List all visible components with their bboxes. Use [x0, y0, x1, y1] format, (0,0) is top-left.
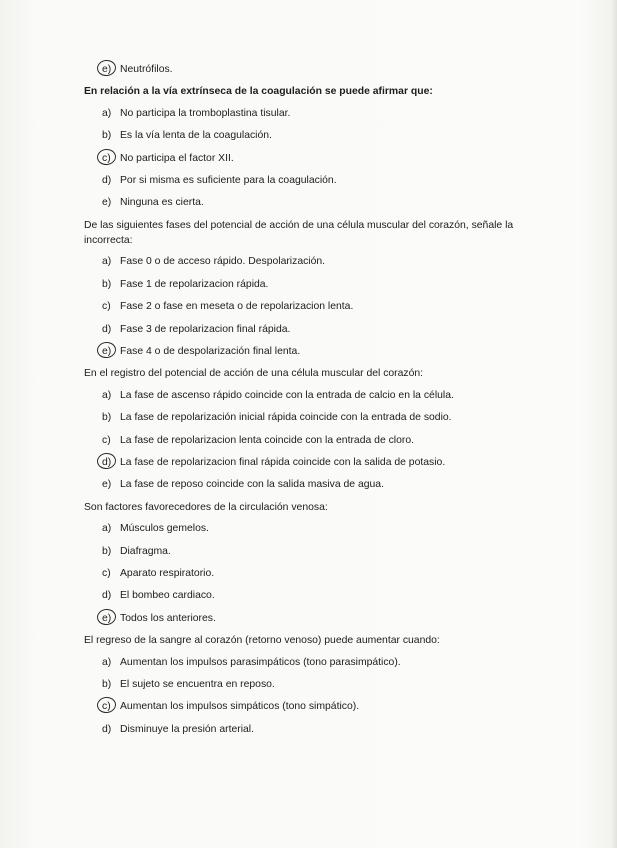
option-text: Es la vía lenta de la coagulación.	[120, 130, 272, 142]
option-text: Ninguna es cierta.	[120, 197, 204, 209]
option-letter	[102, 151, 120, 166]
option-text: Músculos gemelos.	[120, 523, 209, 535]
exam-content	[84, 62, 584, 744]
answer-option	[102, 677, 584, 692]
option-letter-text: c)	[102, 301, 111, 313]
handwritten-circle-mark	[96, 452, 117, 470]
option-letter-text: a)	[102, 107, 112, 119]
option-letter	[102, 173, 120, 188]
option-letter-text: c)	[102, 701, 111, 713]
option-letter	[102, 544, 120, 559]
option-text: La fase de reposo coincide con la salida masiva de agua.	[120, 479, 384, 491]
option-letter	[102, 433, 120, 448]
option-letter	[102, 410, 120, 425]
option-letter	[102, 699, 120, 714]
option-text: Todos los anteriores.	[120, 612, 216, 624]
option-letter	[102, 477, 120, 492]
option-text: La fase de ascenso rápido coincide con la entrada de calcio en la célula.	[120, 389, 454, 401]
option-letter	[102, 322, 120, 337]
option-letter-text: b)	[102, 679, 112, 691]
question-text: Son factores favorecedores de la circulación venosa:	[84, 501, 328, 513]
option-letter-text: c)	[102, 152, 111, 164]
option-letter-text: b)	[102, 278, 112, 290]
answer-option	[102, 106, 584, 121]
option-letter-text: c)	[102, 568, 111, 580]
option-text: Diafragma.	[120, 545, 171, 557]
option-text: Por si misma es suficiente para la coagulación.	[120, 175, 337, 187]
answer-option	[102, 173, 584, 188]
option-text: Fase 1 de repolarizacion rápida.	[120, 278, 269, 290]
answer-option	[102, 344, 584, 359]
answer-option	[102, 388, 584, 403]
option-letter	[102, 611, 120, 626]
option-letter-text: b)	[102, 130, 112, 142]
option-letter-text: b)	[102, 545, 112, 557]
option-letter-text: e)	[102, 197, 112, 209]
option-letter	[102, 254, 120, 269]
option-letter-text: d)	[102, 175, 112, 187]
option-letter-text: d)	[102, 323, 112, 335]
option-letter	[102, 388, 120, 403]
option-letter-text: d)	[102, 590, 112, 602]
option-letter	[102, 299, 120, 314]
option-letter-text: d)	[102, 723, 112, 735]
option-letter-text: a)	[102, 256, 112, 268]
option-letter	[102, 195, 120, 210]
option-letter	[102, 521, 120, 536]
answer-option	[102, 195, 584, 210]
option-text: El sujeto se encuentra en reposo.	[120, 679, 275, 691]
option-letter-text: e)	[102, 612, 112, 624]
option-text: La fase de repolarizacion final rápida coincide con la salida de potasio.	[120, 456, 446, 468]
option-letter	[102, 62, 120, 77]
answer-option	[102, 588, 584, 603]
answer-option	[102, 410, 584, 425]
option-letter	[102, 455, 120, 470]
option-text: Disminuye la presión arterial.	[120, 723, 254, 735]
answer-option	[102, 254, 584, 269]
handwritten-circle-mark	[96, 59, 117, 77]
option-text: La fase de repolarizacion lenta coincide con la entrada de cloro.	[120, 434, 415, 446]
question-text: En relación a la vía extrínseca de la coagulación se puede afirmar que:	[84, 86, 433, 98]
answer-option	[102, 151, 584, 166]
option-text: Neutrófilos.	[120, 64, 173, 75]
option-letter	[102, 344, 120, 359]
answer-option	[102, 477, 584, 492]
answer-option	[102, 128, 584, 143]
handwritten-circle-mark	[96, 608, 117, 626]
question-text: De las siguientes fases del potencial de acción de una célula muscular del corazón, señale la incorrecta:	[84, 219, 514, 246]
answer-option	[102, 433, 584, 448]
answer-option	[102, 699, 584, 714]
option-text: Aumentan los impulsos parasimpáticos (tono parasimpático).	[120, 656, 401, 668]
option-letter	[102, 655, 120, 670]
option-letter	[102, 277, 120, 292]
option-text: No participa la tromboplastina tisular.	[120, 107, 291, 119]
option-letter	[102, 566, 120, 581]
question-text: El regreso de la sangre al corazón (retorno venoso) puede aumentar cuando:	[84, 635, 440, 647]
option-text: Aumentan los impulsos simpáticos (tono simpático).	[120, 701, 360, 713]
option-text: Aparato respiratorio.	[120, 568, 215, 580]
option-letter	[102, 588, 120, 603]
answer-option	[102, 521, 584, 536]
answer-option	[102, 299, 584, 314]
question-text: En el registro del potencial de acción de una célula muscular del corazón:	[84, 368, 424, 380]
handwritten-circle-mark	[96, 341, 117, 359]
option-letter-text: e)	[102, 64, 112, 75]
answer-option	[102, 566, 584, 581]
option-letter-text: c)	[102, 434, 111, 446]
page-edge-shadow	[611, 0, 617, 848]
option-letter-text: a)	[102, 656, 112, 668]
option-text: La fase de repolarización inicial rápida coincide con la entrada de sodio.	[120, 412, 452, 424]
option-letter-text: e)	[102, 345, 112, 357]
option-letter	[102, 722, 120, 737]
option-text: Fase 3 de repolarizacion final rápida.	[120, 323, 291, 335]
answer-option	[102, 611, 584, 626]
option-letter-text: e)	[102, 479, 112, 491]
option-letter-text: b)	[102, 412, 112, 424]
option-text: Fase 4 o de despolarización final lenta.	[120, 345, 301, 357]
answer-option	[102, 277, 584, 292]
option-letter	[102, 128, 120, 143]
answer-option	[102, 722, 584, 737]
option-text: No participa el factor XII.	[120, 152, 234, 164]
option-text: Fase 0 o de acceso rápido. Despolarización.	[120, 256, 326, 268]
handwritten-circle-mark	[96, 148, 117, 166]
answer-option	[102, 544, 584, 559]
option-letter	[102, 106, 120, 121]
option-text: El bombeo cardiaco.	[120, 590, 215, 602]
answer-option	[102, 322, 584, 337]
option-letter-text: a)	[102, 523, 112, 535]
handwritten-circle-mark	[96, 697, 117, 715]
option-letter-text: d)	[102, 456, 112, 468]
option-text: Fase 2 o fase en meseta o de repolarizacion lenta.	[120, 301, 354, 313]
option-letter-text: a)	[102, 389, 112, 401]
answer-option	[102, 455, 584, 470]
answer-option	[102, 62, 584, 77]
option-letter	[102, 677, 120, 692]
answer-option	[102, 655, 584, 670]
